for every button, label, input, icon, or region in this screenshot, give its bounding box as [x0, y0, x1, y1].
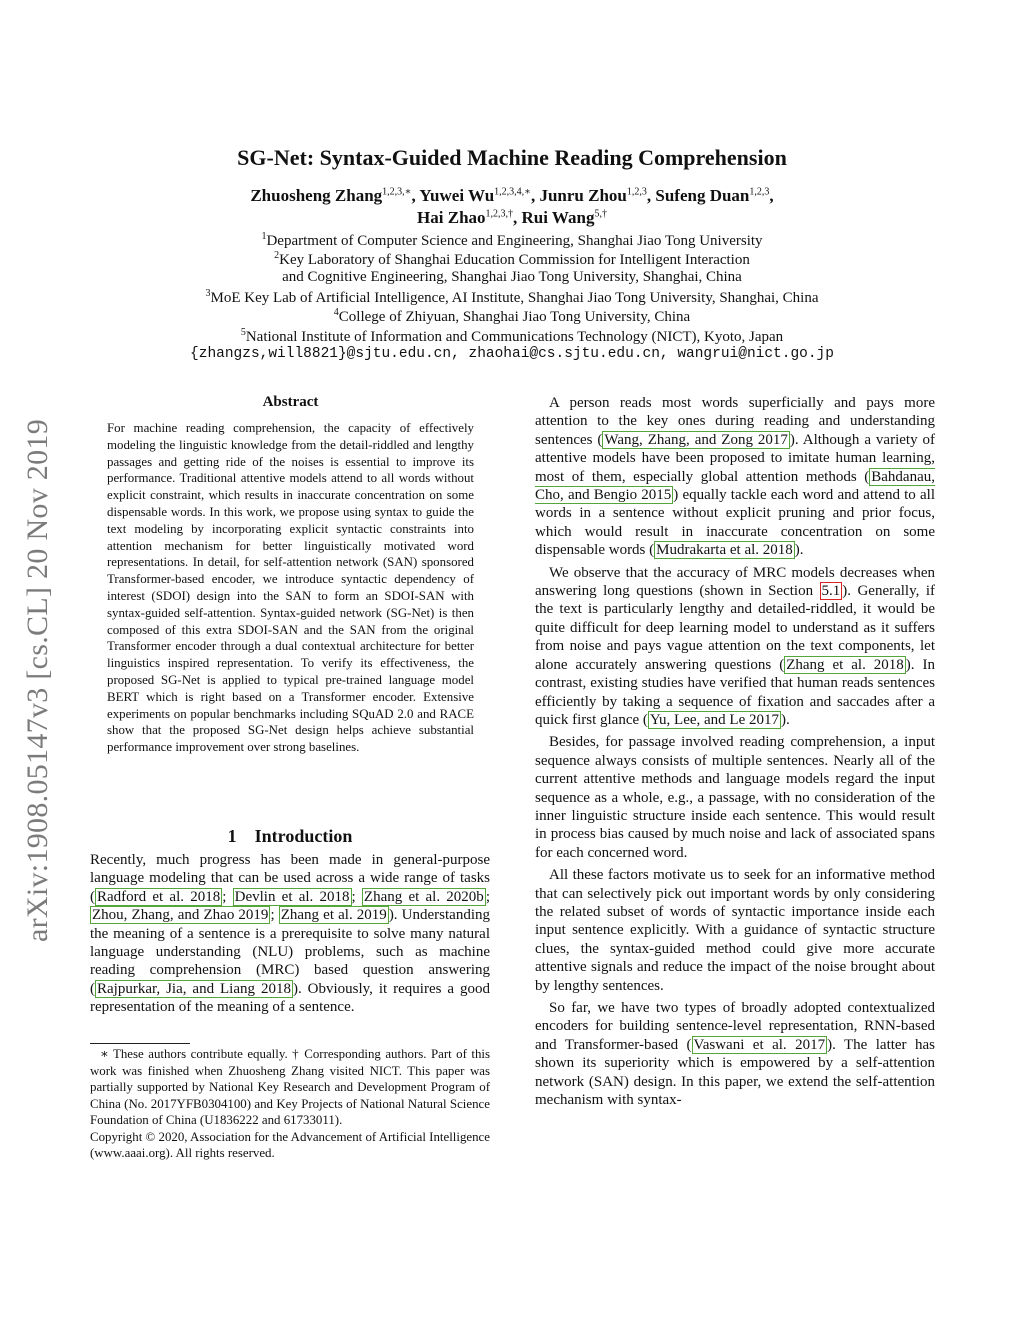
- author-emails: {zhangzs,will8821}@sjtu.edu.cn, zhaohai@cs.sjtu.edu.cn, wangrui@nict.go.jp: [190, 346, 834, 362]
- footnote-note: ∗ These authors contribute equally. † Corresponding authors. Part of this work was finished when Zhuosheng Zhang visited NICT. This paper was partially supported by National Key Research and Development Program of China (No. 2017YFB0304100) and Key Projects of National Natural Science Foundation of China (U1836222 and 61733011).: [90, 1047, 490, 1127]
- text-run: ;: [351, 888, 362, 905]
- text-run: ).: [781, 711, 790, 728]
- affil-text: Department of Computer Science and Engineering, Shanghai Jiao Tong University: [266, 233, 763, 249]
- author-affil-marks: 5,†: [594, 208, 607, 220]
- citation-link[interactable]: Bahdanau, Cho, and Bengio 2015: [535, 468, 935, 504]
- author-affil-marks: 1,2,3,∗: [382, 186, 412, 198]
- affil-mark: 1: [261, 231, 267, 242]
- paragraph: All these factors motivate us to seek for an informative method that can selectively pick out important words by only considering the related subset of words of syntactic importance inside each input sentence explicitly. With a guidance of syntactic structure clues, the syntax-guided method could give more accurate attentive signals and reduce the impact of the noise brought about by lengthy sentences.: [535, 867, 935, 994]
- section-reference-link[interactable]: 5.1: [821, 583, 841, 600]
- affil-mark: 3: [205, 288, 211, 299]
- text-run: A person reads most words superficially and pays more attention to the key ones during reading and understanding sentences (: [535, 395, 935, 448]
- text-run: ). Obviously, it requires a good representation of the meaning of a sentence.: [90, 980, 490, 1016]
- text-run: ) equally tackle each word and attend to all words in a sentence without explicit pruning and prior focus, which would result in inaccurate concentration on some dispensable words (: [535, 487, 935, 559]
- affil-mark: 2: [274, 250, 280, 261]
- text-run: ). Generally, if the text is particularly lengthy and detailed-riddled, it would be quite difficult for deep learning model to understand as it suffers from noise and pays vague attention on the text components, let alone accurately answering questions (: [535, 583, 935, 673]
- citation-link[interactable]: Devlin et al. 2018: [234, 888, 350, 905]
- affiliation-1: [0, 231, 1024, 250]
- introduction-paragraph: [90, 851, 490, 1017]
- text-run: ). The latter has shown its superiority which is empowered by a self-attention network (SAN) design. In this paper, we extend the self-attention mechanism with syntax-: [535, 1036, 935, 1109]
- citation-link[interactable]: Rajpurkar, Jia, and Liang 2018: [97, 980, 291, 997]
- citation-link[interactable]: Zhang et al. 2018: [786, 656, 904, 673]
- footnote: [90, 1046, 490, 1162]
- copyright-notice: Copyright © 2020, Association for the Advancement of Artificial Intelligence (www.aaai.org). All rights reserved.: [90, 1129, 490, 1160]
- author-affil-marks: 1,2,3,4,∗: [494, 186, 531, 198]
- affil-text: National Institute of Information and Communications Technology (NICT), Kyoto, Japan: [245, 329, 784, 345]
- text-run: We observe that the accuracy of MRC models decreases when answering long questions (shown in Section: [535, 564, 935, 600]
- abstract-body: For machine reading comprehension, the capacity of effectively modeling the linguistic knowledge from the detail-riddled and lengthy passages and getting ride of the noises is essential to improve its performance. Traditional attentive models attend to all words without explicit constraint, which results in inaccurate concentration on some dispensable words. In this work, we propose using syntax to guide the text modeling by incorporating explicit syntactic constraints into attention mechanism for better linguistically motivated word representations. In detail, for self-attention network (SAN) sponsored Transformer-based encoder, we introduce syntactic dependency of interest (SDOI) design into the SAN to form an SDOI-SAN with syntax-guided self-attention. Syntax-guided network (SG-Net) is then composed of this extra SDOI-SAN and the SAN from the original Transformer encoder through a dual contextual architecture for better linguistics inspired representation. To verify its effectiveness, the proposed SG-Net is applied to typical pre-trained language model BERT which is right based on a Transformer encoder. Extensive experiments on popular benchmarks including SQuAD 2.0 and RACE show that the proposed SG-Net design helps achieve substantial performance improvement over strong baselines.: [107, 421, 474, 755]
- affil-mark: 5: [240, 327, 246, 338]
- text-run: ).: [794, 542, 804, 559]
- affiliation-2: [0, 250, 1024, 269]
- text-run: ;: [222, 888, 233, 905]
- author-affil-marks: 1,2,3: [626, 186, 647, 198]
- author-affil-marks: 1,2,3: [749, 186, 770, 198]
- text-run: ;: [485, 888, 490, 905]
- arxiv-identifier: arXiv:1908.05147v3 [cs.CL] 20 Nov 2019: [21, 418, 54, 942]
- text-run: ;: [270, 907, 279, 924]
- section-title: Introduction: [254, 826, 353, 846]
- paragraph: [535, 564, 935, 730]
- affiliation-3: [0, 288, 1024, 307]
- footnote-divider: [90, 1043, 190, 1044]
- paper-title: SG-Net: Syntax-Guided Machine Reading Comprehension: [237, 145, 787, 170]
- text-run: ). Although a variety of attentive models have been proposed to imitate human learning, most of them, especially global attention methods (: [535, 431, 935, 485]
- paragraph: [535, 394, 935, 560]
- affil-text: and Cognitive Engineering, Shanghai Jiao Tong University, Shanghai, China: [282, 269, 742, 285]
- text-run: Recently, much progress has been made in general-purpose language modeling that can be used across a wide range of tasks (: [90, 852, 490, 905]
- paragraph: Besides, for passage involved reading comprehension, a input sequence always consists of multiple sentences. Nearly all of the current attentive methods and language models regard the input sequence as a whole, e.g., a passage, with no consideration of the inner linguistic structure inside each sentence. This would result in process bias caused by much noise and lack of associated spans for each concerned word.: [535, 734, 935, 861]
- text-run: ). Understanding the meaning of a sentence is a prerequisite to solve many natural language understanding (NLU) problems, such as machine reading comprehension (MRC) based question answering (: [90, 907, 490, 997]
- author-affil-marks: 1,2,3,†: [485, 208, 514, 220]
- citation-link[interactable]: Zhou, Zhang, and Zhao 2019: [92, 907, 269, 924]
- author-name: Zhuosheng Zhang: [250, 186, 383, 205]
- citation-link[interactable]: Mudrakarta et al. 2018: [656, 542, 793, 559]
- section-heading-introduction: [90, 826, 490, 847]
- paragraph: [535, 999, 935, 1109]
- right-column: [535, 394, 935, 1113]
- affil-text: College of Zhiyuan, Shanghai Jiao Tong University, China: [338, 309, 691, 325]
- affil-mark: 4: [333, 307, 339, 318]
- abstract-heading: Abstract: [262, 394, 319, 410]
- affiliation-4: [0, 307, 1024, 326]
- affiliation-5: [0, 327, 1024, 346]
- author-name: Yuwei Wu: [419, 186, 495, 205]
- citation-link[interactable]: Zhang et al. 2019: [280, 907, 387, 924]
- citation-link[interactable]: Zhang et al. 2020b: [363, 888, 484, 905]
- author-name: Rui Wang: [521, 208, 595, 227]
- text-run: ). In contrast, existing studies have verified that human reads sentences efficiently by taking a sequence of fixation and saccades after a quick first glance (: [535, 656, 935, 728]
- author-name: Sufeng Duan: [655, 186, 750, 205]
- affil-text: MoE Key Lab of Artificial Intelligence, AI Institute, Shanghai Jiao Tong University, Shanghai, China: [210, 290, 819, 306]
- section-number: 1: [227, 826, 237, 846]
- affil-text: Key Laboratory of Shanghai Education Commission for Intelligent Interaction: [279, 252, 750, 268]
- authors-line-2: Hai Zhao$^{1,2,3,\dagger}$, Rui Wang$^{5,\dagger}$: [417, 208, 607, 227]
- text-run: So far, we have two types of broadly adopted contextualized encoders for building sentence-level representation, RNN-based and Transformer-based (: [535, 1000, 935, 1053]
- authors-line-1: Zhuosheng Zhang$^{1,2,3,∗}$, Yuwei $Wu^{1,2,3,4,∗}$, Junru Zhou$^{1,2,3}$, Sufeng Duan$^{1,2,3}$,: [250, 186, 774, 205]
- citation-link[interactable]: Vaswani et al. 2017: [693, 1036, 826, 1053]
- author-name: Junru Zhou: [539, 186, 627, 205]
- affiliation-2-cont: [0, 269, 1024, 286]
- citation-link[interactable]: Wang, Zhang, and Zong 2017: [604, 431, 788, 448]
- author-name: Hai Zhao: [417, 208, 486, 227]
- citation-link[interactable]: Yu, Lee, and Le 2017: [649, 711, 780, 728]
- citation-link[interactable]: Radford et al. 2018: [97, 888, 221, 905]
